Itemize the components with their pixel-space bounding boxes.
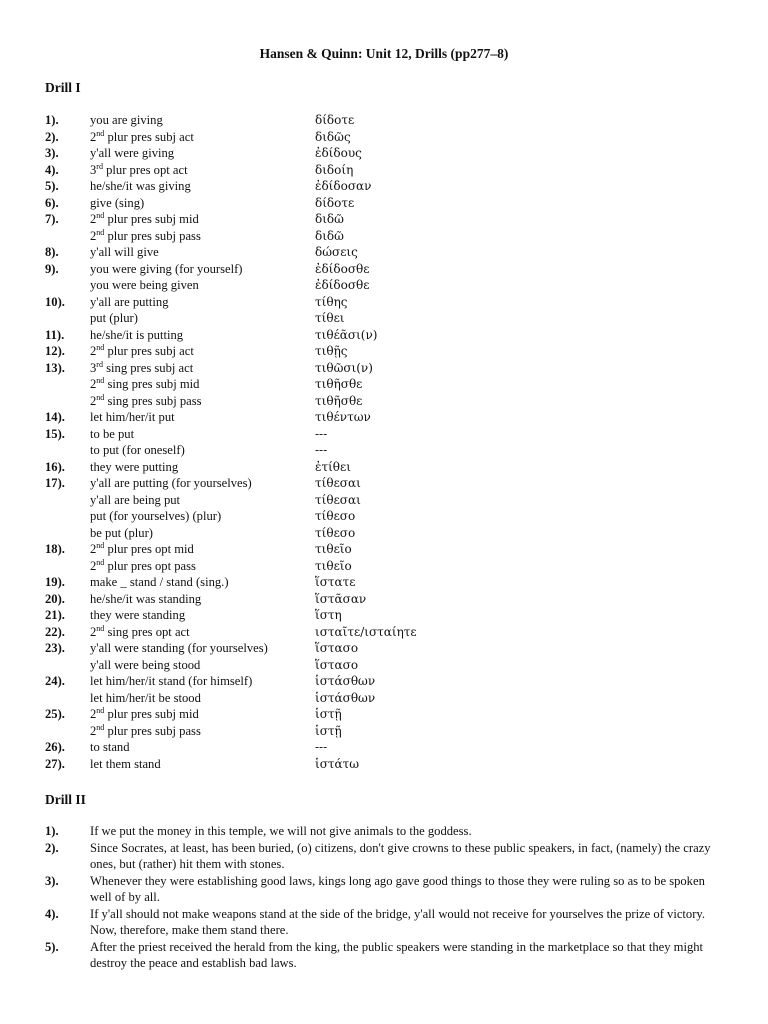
drill1-row xyxy=(45,591,735,608)
english-gloss: put (for yourselves) (plur) xyxy=(90,509,222,523)
drill1-row xyxy=(45,426,735,443)
ordinal-suffix: nd xyxy=(96,227,105,237)
gloss-rest: sing pres opt act xyxy=(104,624,190,639)
drill1-row xyxy=(45,739,735,756)
gloss-person: 2 xyxy=(90,707,97,721)
english-gloss xyxy=(90,343,194,360)
greek-form: διδοίη xyxy=(315,162,354,177)
gloss-rest: plur pres subj mid xyxy=(104,212,199,226)
drill1-row xyxy=(45,145,735,162)
translation-text: If y'all should not make weapons stand at the side of the bridge, y'all would not receive for yourselves the prize of victory. Now, therefore, make them stand there. xyxy=(90,906,706,937)
english-gloss: let him/her/it put xyxy=(90,410,175,424)
ordinal-suffix: nd xyxy=(96,623,105,633)
ordinal-suffix: nd xyxy=(96,375,105,385)
item-number: 24). xyxy=(45,674,65,688)
item-number: 27). xyxy=(45,756,65,771)
english-gloss xyxy=(90,558,196,575)
english-gloss xyxy=(90,624,190,641)
translation-text: Whenever they were establishing good laws, kings long ago gave good things to those they were ruling so as to be spoken well of by all. xyxy=(90,873,705,904)
gloss-rest: plur pres opt pass xyxy=(104,558,196,573)
drill1-row xyxy=(45,261,735,278)
english-gloss: you are giving xyxy=(90,113,163,127)
item-number: 12). xyxy=(45,344,65,358)
item-number: 8). xyxy=(45,245,59,259)
drill1-row xyxy=(45,129,735,146)
item-number: 18). xyxy=(45,542,65,556)
drill1-row xyxy=(45,442,735,459)
gloss-person: 2 xyxy=(90,723,97,738)
drill2-item xyxy=(45,873,725,906)
drill1-row xyxy=(45,459,735,476)
drill1-row xyxy=(45,558,735,575)
english-gloss: give (sing) xyxy=(90,195,145,210)
item-number: 13). xyxy=(45,360,65,375)
greek-form: τιθεῖο xyxy=(315,542,352,556)
drill1-row xyxy=(45,607,735,624)
greek-form: ἱστάτω xyxy=(315,756,360,771)
greek-form: τίθεσαι xyxy=(315,476,361,490)
drill1-row xyxy=(45,228,735,245)
english-gloss xyxy=(90,129,194,146)
drill1-row xyxy=(45,475,735,492)
greek-form: διδῶς xyxy=(315,129,351,144)
english-gloss: y'all were giving xyxy=(90,146,175,160)
english-gloss: he/she/it was giving xyxy=(90,179,191,193)
gloss-rest: sing pres subj mid xyxy=(104,377,200,391)
greek-form: ἱστῇ xyxy=(315,707,342,721)
item-number: 2). xyxy=(45,129,59,144)
item-number: 23). xyxy=(45,641,65,655)
greek-form: τιθῆσθε xyxy=(315,393,363,408)
item-number: 15). xyxy=(45,426,65,441)
drill1-row xyxy=(45,756,735,773)
english-gloss: he/she/it is putting xyxy=(90,327,184,342)
item-number: 25). xyxy=(45,707,65,721)
english-gloss xyxy=(90,376,199,393)
gloss-person: 2 xyxy=(90,228,97,243)
gloss-rest: plur pres subj act xyxy=(104,344,194,358)
greek-form: τιθῇς xyxy=(315,344,348,358)
ordinal-suffix: nd xyxy=(96,705,105,715)
drill1-row xyxy=(45,360,735,377)
item-number: 9). xyxy=(45,261,59,276)
greek-form: τίθεσο xyxy=(315,509,356,523)
gloss-person: 2 xyxy=(90,377,97,391)
drill1-row xyxy=(45,277,735,294)
english-gloss: put (plur) xyxy=(90,311,138,325)
greek-form: διδῶ xyxy=(315,228,344,243)
item-number: 4). xyxy=(45,162,59,177)
greek-form: τίθεσαι xyxy=(315,492,361,507)
greek-form: δώσεις xyxy=(315,245,358,259)
english-gloss: you were giving (for yourself) xyxy=(90,261,243,276)
drill1-row xyxy=(45,673,735,690)
drill1-row xyxy=(45,690,735,707)
drill2-item xyxy=(45,840,725,873)
greek-form: ἱστάσθων xyxy=(315,674,376,688)
english-gloss: make _ stand / stand (sing.) xyxy=(90,575,229,589)
ordinal-suffix: rd xyxy=(96,161,103,171)
item-number: 6). xyxy=(45,195,59,210)
gloss-rest: plur pres subj mid xyxy=(104,707,199,721)
greek-form: τίθει xyxy=(315,311,345,325)
drill1-row xyxy=(45,376,735,393)
ordinal-suffix: nd xyxy=(96,540,105,550)
greek-form: ἱστῇ xyxy=(315,723,342,738)
drill2-item xyxy=(45,939,725,972)
english-gloss: you were being given xyxy=(90,278,199,292)
ordinal-suffix: nd xyxy=(96,210,105,220)
greek-form: --- xyxy=(315,740,328,754)
english-gloss: y'all were being stood xyxy=(90,657,201,672)
greek-form: ἐτίθει xyxy=(315,459,351,474)
gloss-person: 2 xyxy=(90,129,97,144)
item-number: 19). xyxy=(45,575,65,589)
drill1-row xyxy=(45,112,735,129)
translation-text: If we put the money in this temple, we will not give animals to the goddess. xyxy=(90,824,472,838)
drill1-row xyxy=(45,178,735,195)
ordinal-suffix: nd xyxy=(96,722,105,732)
gloss-rest: plur pres subj pass xyxy=(104,228,201,243)
item-number: 2). xyxy=(45,840,59,855)
greek-form: ἐδίδους xyxy=(315,146,362,160)
drill2-list xyxy=(45,823,725,972)
item-number: 26). xyxy=(45,740,65,754)
greek-form: δίδοτε xyxy=(315,113,355,127)
greek-form: τιθῆσθε xyxy=(315,377,363,391)
english-gloss: y'all are putting xyxy=(90,294,169,309)
drill1-list xyxy=(45,112,735,772)
item-number: 11). xyxy=(45,327,65,342)
english-gloss: be put (plur) xyxy=(90,525,153,540)
greek-form: τιθέντων xyxy=(315,410,371,424)
greek-form: ἐδίδοσθε xyxy=(315,278,370,292)
drill1-row xyxy=(45,343,735,360)
greek-form: ἵστασο xyxy=(315,641,359,655)
gloss-person: 2 xyxy=(90,393,97,408)
gloss-rest: plur pres subj pass xyxy=(104,723,201,738)
drill1-row xyxy=(45,310,735,327)
greek-form: τιθῶσι(ν) xyxy=(315,360,373,375)
greek-form: διδῶ xyxy=(315,212,344,226)
ordinal-suffix: nd xyxy=(96,128,105,138)
english-gloss: he/she/it was standing xyxy=(90,591,202,606)
drill1-row xyxy=(45,541,735,558)
item-number: 20). xyxy=(45,591,65,606)
drill2-item xyxy=(45,823,725,840)
ordinal-suffix: nd xyxy=(96,342,105,352)
ordinal-suffix: nd xyxy=(96,392,105,402)
greek-form: τίθεσο xyxy=(315,525,356,540)
item-number: 5). xyxy=(45,939,59,954)
english-gloss xyxy=(90,211,199,228)
gloss-person: 3 xyxy=(90,162,97,177)
english-gloss xyxy=(90,541,194,558)
english-gloss: let him/her/it be stood xyxy=(90,690,201,705)
gloss-person: 2 xyxy=(90,212,97,226)
translation-text: Since Socrates, at least, has been buried, (o) citizens, don't give crowns to these public speakers, in fact, (namely) the crazy ones, but (rather) hit them with stones. xyxy=(90,840,711,871)
gloss-person: 2 xyxy=(90,558,97,573)
greek-form: τίθης xyxy=(315,294,348,309)
greek-form: τιθέᾶσι(ν) xyxy=(315,327,378,342)
gloss-rest: plur pres opt mid xyxy=(104,542,194,556)
item-number: 1). xyxy=(45,113,59,127)
drill1-row xyxy=(45,640,735,657)
item-number: 17). xyxy=(45,476,65,490)
english-gloss: y'all are putting (for yourselves) xyxy=(90,476,252,490)
drill1-row xyxy=(45,244,735,261)
drill1-row xyxy=(45,327,735,344)
gloss-rest: plur pres subj act xyxy=(104,129,194,144)
drill1-row xyxy=(45,211,735,228)
greek-form: ἵστᾶσαν xyxy=(315,591,367,606)
item-number: 3). xyxy=(45,873,59,888)
gloss-rest: sing pres subj pass xyxy=(104,393,202,408)
greek-form: ἱστάσθων xyxy=(315,690,376,705)
english-gloss: to put (for oneself) xyxy=(90,443,185,457)
drill1-row xyxy=(45,162,735,179)
item-number: 10). xyxy=(45,294,65,309)
gloss-rest: plur pres opt act xyxy=(102,162,188,177)
greek-form: --- xyxy=(315,426,328,441)
greek-form: ἵστασο xyxy=(315,657,359,672)
drill1-row xyxy=(45,574,735,591)
drill2-heading: Drill II xyxy=(45,792,86,807)
ordinal-suffix: rd xyxy=(96,359,103,369)
ordinal-suffix: nd xyxy=(96,557,105,567)
drill1-row xyxy=(45,393,735,410)
greek-form: --- xyxy=(315,443,328,457)
drill1-heading: Drill I xyxy=(45,80,81,95)
gloss-rest: sing pres subj act xyxy=(102,360,194,375)
drill2-item xyxy=(45,906,725,939)
item-number: 21). xyxy=(45,608,65,622)
item-number: 14). xyxy=(45,410,65,424)
drill1-row xyxy=(45,195,735,212)
drill1-row xyxy=(45,657,735,674)
english-gloss xyxy=(90,393,202,410)
drill1-row xyxy=(45,294,735,311)
english-gloss: to stand xyxy=(90,740,130,754)
drill1-row xyxy=(45,409,735,426)
gloss-person: 2 xyxy=(90,344,97,358)
english-gloss: y'all are being put xyxy=(90,492,181,507)
gloss-person: 3 xyxy=(90,360,97,375)
greek-form: ἐδίδοσθε xyxy=(315,261,370,276)
english-gloss xyxy=(90,228,201,245)
greek-form: ισταῖτε/ισταίητε xyxy=(315,624,417,639)
english-gloss: y'all were standing (for yourselves) xyxy=(90,641,268,655)
english-gloss: they were putting xyxy=(90,459,179,474)
english-gloss: to be put xyxy=(90,426,135,441)
english-gloss: y'all will give xyxy=(90,245,159,259)
drill1-row xyxy=(45,706,735,723)
greek-form: ἵστατε xyxy=(315,575,356,589)
english-gloss xyxy=(90,723,201,740)
english-gloss: let them stand xyxy=(90,756,161,771)
greek-form: τιθεῖο xyxy=(315,558,352,573)
greek-form: ἐδίδοσαν xyxy=(315,179,372,193)
drill1-row xyxy=(45,508,735,525)
item-number: 4). xyxy=(45,906,59,921)
greek-form: ἵστη xyxy=(315,608,342,622)
english-gloss: they were standing xyxy=(90,608,186,622)
greek-form: δίδοτε xyxy=(315,195,355,210)
english-gloss xyxy=(90,360,193,377)
item-number: 5). xyxy=(45,179,59,193)
gloss-person: 2 xyxy=(90,624,97,639)
translation-text: After the priest received the herald from the king, the public speakers were standing in the marketplace so that they might destroy the peace and establish bad laws. xyxy=(90,939,704,970)
drill1-row xyxy=(45,492,735,509)
item-number: 1). xyxy=(45,824,59,838)
drill1-row xyxy=(45,624,735,641)
item-number: 22). xyxy=(45,624,65,639)
english-gloss: let him/her/it stand (for himself) xyxy=(90,674,253,688)
item-number: 16). xyxy=(45,459,65,474)
page-title: Hansen & Quinn: Unit 12, Drills (pp277–8) xyxy=(259,46,509,61)
item-number: 7). xyxy=(45,212,59,226)
gloss-person: 2 xyxy=(90,542,97,556)
english-gloss xyxy=(90,162,188,179)
english-gloss xyxy=(90,706,199,723)
drill1-row xyxy=(45,723,735,740)
item-number: 3). xyxy=(45,146,59,160)
drill1-row xyxy=(45,525,735,542)
